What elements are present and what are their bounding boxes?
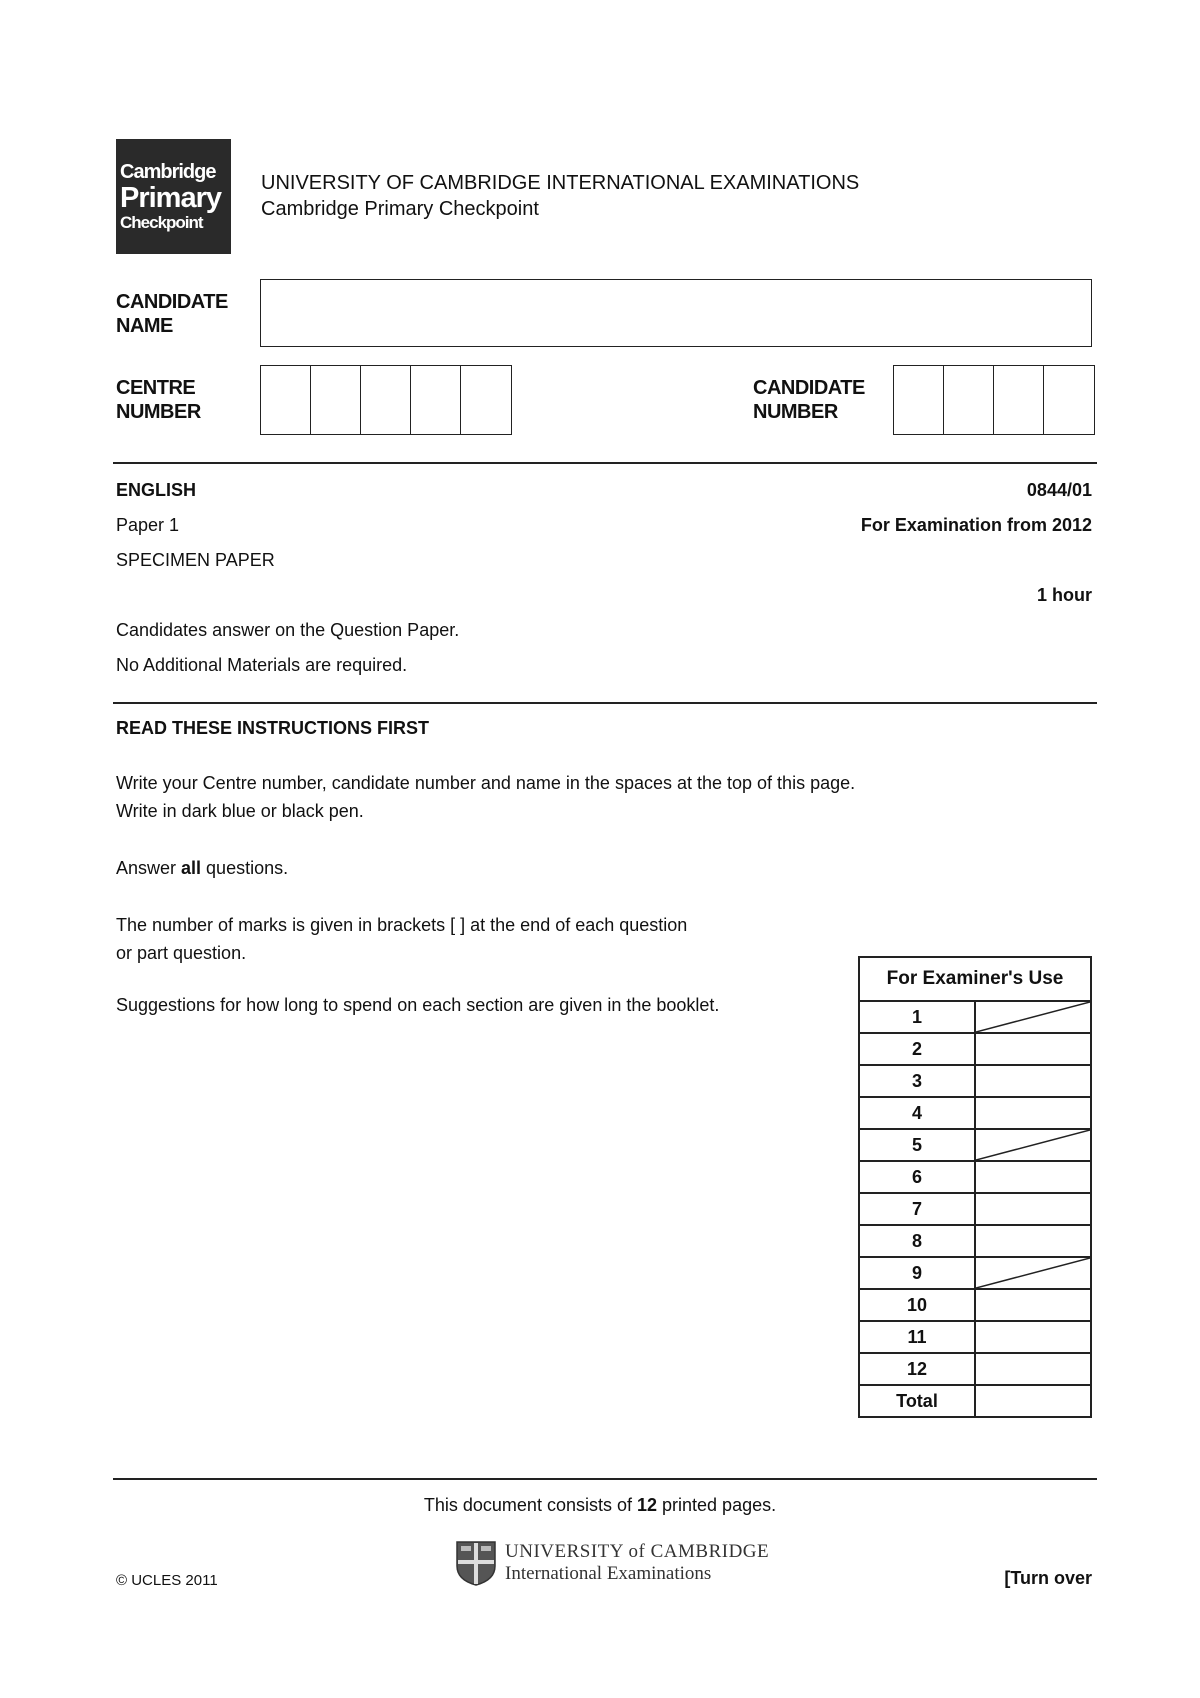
answer-pre: Answer: [116, 858, 182, 878]
question-number: 4: [859, 1097, 975, 1129]
examiner-table-row: [859, 1385, 1091, 1417]
instruction-suggestions: Suggestions for how long to spend on each section are given in the booklet.: [116, 995, 720, 1015]
candidate-number-cell[interactable]: [994, 366, 1044, 434]
examiner-table-row: [859, 1353, 1091, 1385]
university-logo: [455, 1540, 769, 1586]
candidate-name-label-l2: NAME: [116, 315, 173, 337]
mark-cell[interactable]: [975, 1257, 1091, 1289]
centre-number-label-l1: CENTRE: [116, 377, 196, 399]
candidate-number-label: [753, 376, 865, 424]
centre-number-label-l2: NUMBER: [116, 401, 201, 423]
examiner-use-table: [858, 956, 1092, 1418]
logo-line-3: Checkpoint: [120, 212, 203, 232]
examiner-table-heading: For Examiner's Use: [859, 957, 1091, 1001]
subject: ENGLISH: [116, 480, 197, 500]
examiner-table-row: [859, 1193, 1091, 1225]
uni-logo-line-2: International Examinations: [505, 1563, 712, 1584]
question-number: 5: [859, 1129, 975, 1161]
instruction-line-1: Write your Centre number, candidate number and name in the spaces at the top of this page.: [116, 773, 856, 793]
centre-number-cell[interactable]: [361, 366, 411, 434]
header-title: UNIVERSITY OF CAMBRIDGE INTERNATIONAL EXAMINATIONS: [261, 172, 860, 194]
mark-cell[interactable]: [975, 1001, 1091, 1033]
candidate-number-cell[interactable]: [894, 366, 944, 434]
candidate-number-field[interactable]: [893, 365, 1095, 435]
mark-cell[interactable]: [975, 1161, 1091, 1193]
mark-cell[interactable]: [975, 1033, 1091, 1065]
question-number: 8: [859, 1225, 975, 1257]
examiner-table-row: [859, 1257, 1091, 1289]
centre-number-cell[interactable]: [261, 366, 311, 434]
crossed-out-mark: [976, 1002, 1090, 1032]
question-number: 9: [859, 1257, 975, 1289]
examiner-table-row: [859, 1065, 1091, 1097]
mark-cell[interactable]: [975, 1321, 1091, 1353]
crossed-out-mark: [976, 1258, 1090, 1288]
candidate-number-cell[interactable]: [1044, 366, 1094, 434]
duration: 1 hour: [1036, 585, 1092, 605]
crossed-out-mark: [976, 1130, 1090, 1160]
uni-logo-line-1: UNIVERSITY of CAMBRIDGE: [505, 1541, 770, 1562]
candidate-name-label-l1: CANDIDATE: [116, 291, 228, 313]
examiner-table-row: [859, 1161, 1091, 1193]
examiner-table-row: [859, 1129, 1091, 1161]
page-count-pre: This document consists of: [423, 1495, 637, 1515]
mark-cell[interactable]: [975, 1385, 1091, 1417]
instruction-marks-2: or part question.: [116, 943, 247, 963]
header-subtitle: Cambridge Primary Checkpoint: [261, 198, 539, 220]
instruction-marks-1: The number of marks is given in brackets [ ] at the end of each question: [116, 915, 688, 935]
mark-cell[interactable]: [975, 1289, 1091, 1321]
instruction-line-2: Write in dark blue or black pen.: [116, 801, 364, 821]
question-number: 10: [859, 1289, 975, 1321]
examiner-table-row: [859, 1033, 1091, 1065]
centre-number-field[interactable]: [260, 365, 512, 435]
candidate-name-field[interactable]: [260, 279, 1092, 347]
divider: [113, 1478, 1097, 1480]
mark-cell[interactable]: [975, 1353, 1091, 1385]
page-count-number: 12: [636, 1495, 658, 1515]
answer-note: Candidates answer on the Question Paper.: [116, 620, 460, 640]
centre-number-cell[interactable]: [411, 366, 461, 434]
examiner-table-row: [859, 1289, 1091, 1321]
paper-code: 0844/01: [1026, 480, 1092, 500]
cambridge-primary-checkpoint-logo: [116, 139, 231, 254]
examiner-table-row: [859, 1001, 1091, 1033]
answer-bold: all: [181, 858, 202, 878]
crest-icon: [455, 1540, 497, 1586]
question-number: 6: [859, 1161, 975, 1193]
centre-number-cell[interactable]: [311, 366, 361, 434]
answer-post: questions.: [201, 858, 289, 878]
question-number: 11: [859, 1321, 975, 1353]
mark-cell[interactable]: [975, 1065, 1091, 1097]
centre-number-cell[interactable]: [461, 366, 511, 434]
page-count-post: printed pages.: [657, 1495, 777, 1515]
materials-note: No Additional Materials are required.: [116, 655, 408, 675]
paper-number: Paper 1: [116, 515, 180, 535]
instructions-heading: READ THESE INSTRUCTIONS FIRST: [116, 718, 430, 738]
logo-line-2: Primary: [120, 181, 222, 214]
copyright: © UCLES 2011: [116, 1572, 218, 1589]
question-number: 3: [859, 1065, 975, 1097]
mark-cell[interactable]: [975, 1097, 1091, 1129]
examiner-table-row: [859, 1321, 1091, 1353]
turn-over: [Turn over: [1004, 1568, 1092, 1588]
mark-cell[interactable]: [975, 1193, 1091, 1225]
examiner-table-row: [859, 1097, 1091, 1129]
candidate-number-label-l2: NUMBER: [753, 401, 838, 423]
mark-cell[interactable]: [975, 1129, 1091, 1161]
logo-line-1: Cambridge: [120, 160, 216, 183]
examiner-table-row: [859, 1225, 1091, 1257]
centre-number-label: [116, 376, 201, 424]
divider: [113, 462, 1097, 464]
candidate-name-label: [116, 290, 228, 338]
question-number: 1: [859, 1001, 975, 1033]
specimen-label: SPECIMEN PAPER: [116, 550, 275, 570]
candidate-number-cell[interactable]: [944, 366, 994, 434]
question-number: 2: [859, 1033, 975, 1065]
exam-from: For Examination from 2012: [860, 515, 1092, 535]
question-number: 7: [859, 1193, 975, 1225]
mark-cell[interactable]: [975, 1225, 1091, 1257]
candidate-number-label-l1: CANDIDATE: [753, 377, 865, 399]
divider: [113, 702, 1097, 704]
question-number: 12: [859, 1353, 975, 1385]
question-number: Total: [859, 1385, 975, 1417]
page-count: [0, 1495, 1200, 1516]
instruction-answer: [116, 858, 288, 879]
